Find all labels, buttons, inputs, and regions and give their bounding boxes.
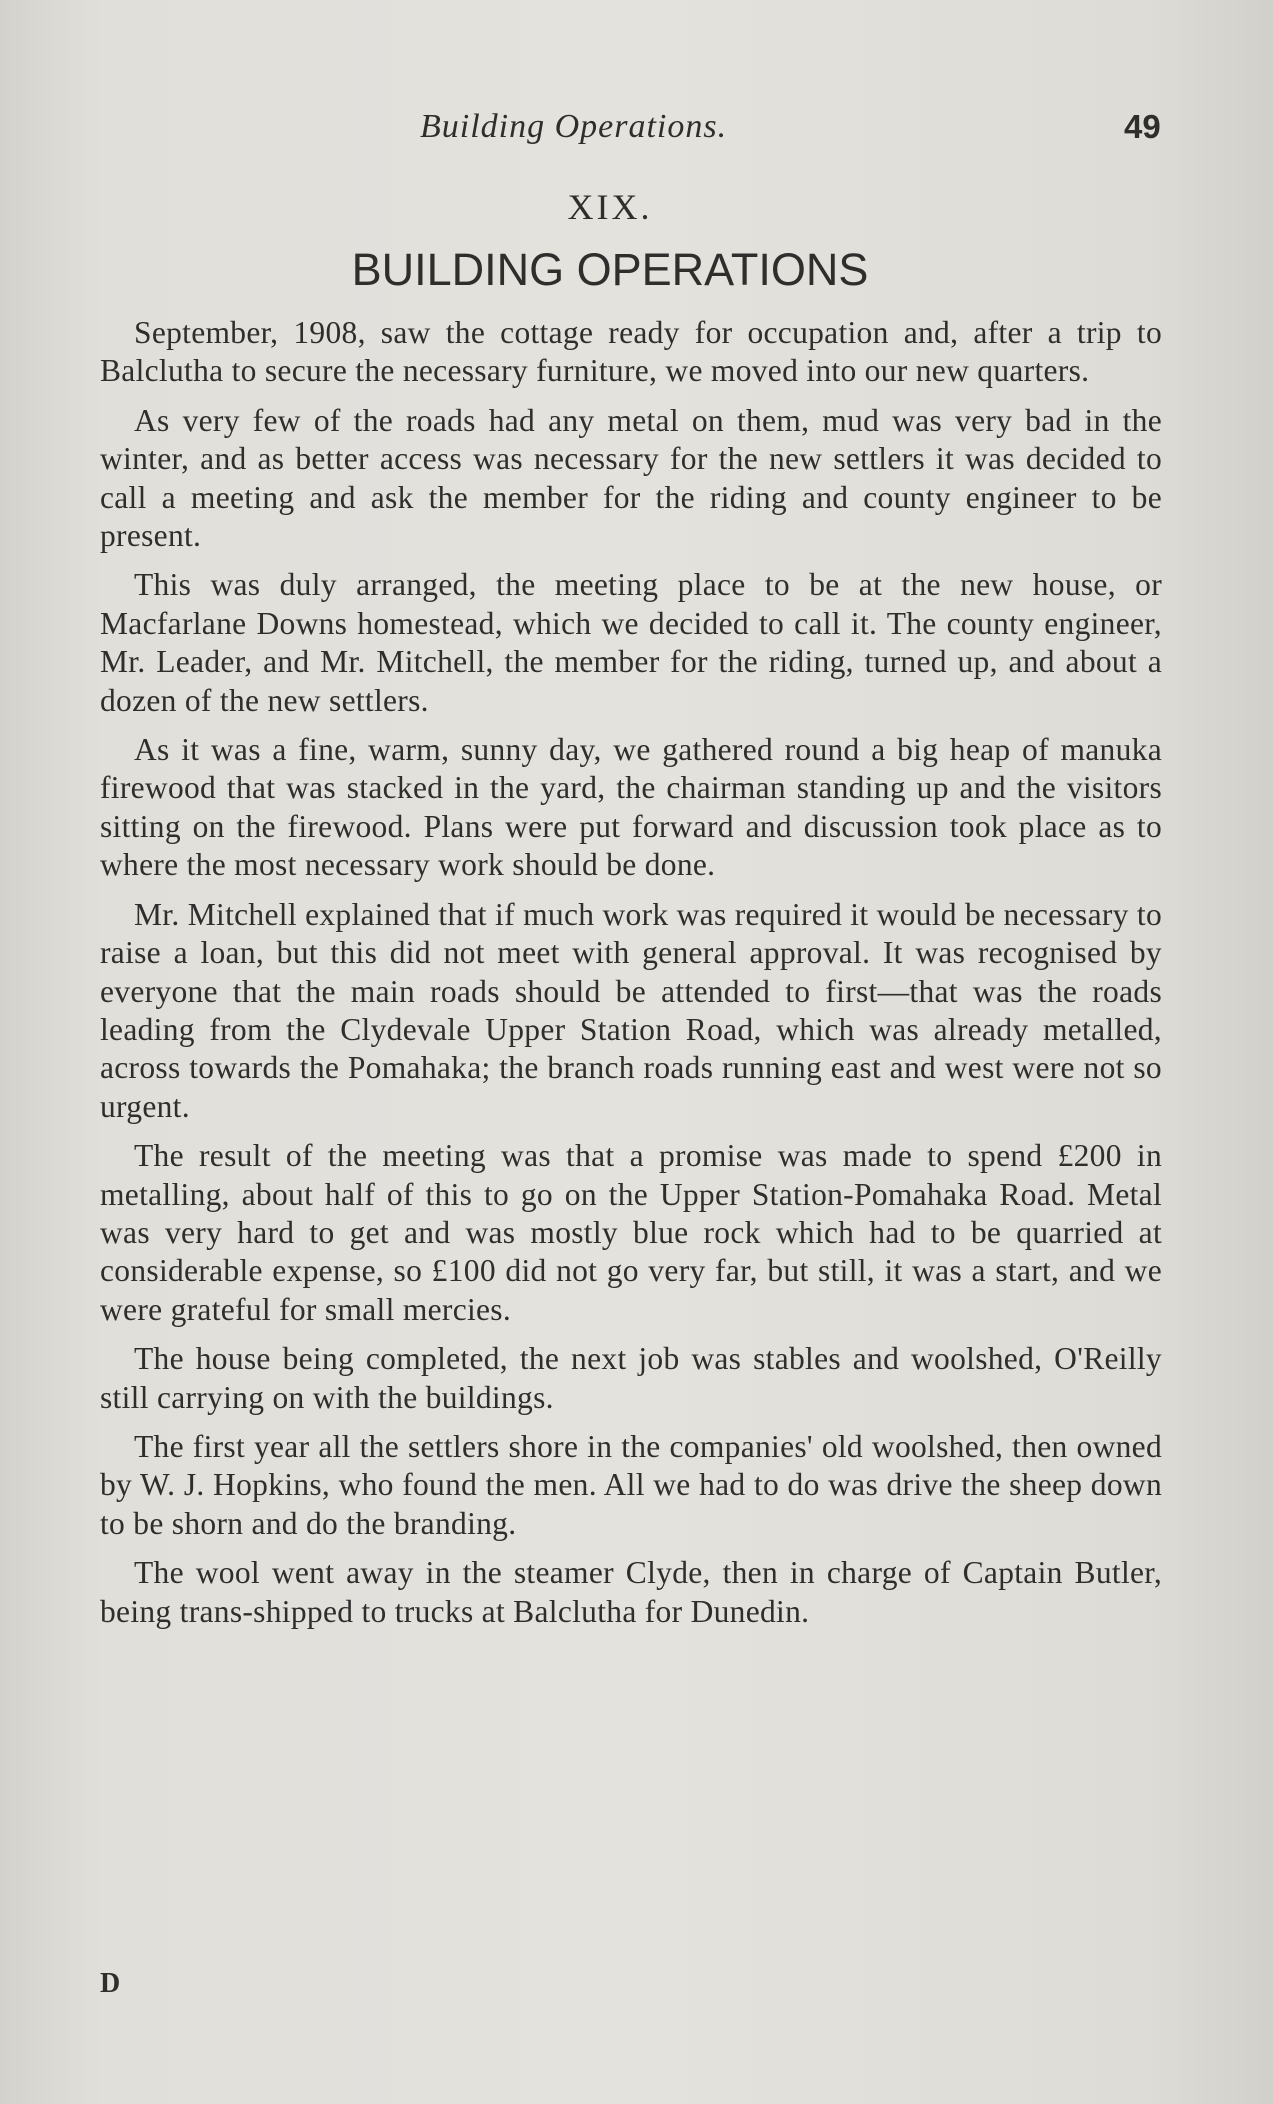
paragraph: As very few of the roads had any metal on them, mud was very bad in the winter, and as better access was necessary for the new settlers it was decided to call a meeting and ask the member for the riding and county engineer to be present. — [100, 402, 1162, 554]
chapter-number: XIX. — [567, 187, 653, 227]
paragraph: Mr. Mitchell explained that if much work was required it would be necessary to raise a loan, but this did not meet with general approval. It was recognised by everyone that the main roads should be attended to first—that was the roads leading from the Clydevale Upper Station Road, which was already metalled, across towards the Pomahaka; the branch roads running east and west were not so urgent. — [100, 896, 1162, 1124]
paragraph: The first year all the settlers shore in the companies' old woolshed, then owned by W. J. Hopkins, who found the men. All we had to do was drive the sheep down to be shorn and do the branding. — [100, 1428, 1162, 1541]
running-head — [0, 108, 1273, 152]
paragraph: The wool went away in the steamer Clyde, then in charge of Captain Butler, being trans-shipped to trucks at Balclutha for Dunedin. — [100, 1555, 1162, 1629]
running-head-title: Building Operations. — [420, 108, 728, 145]
signature-mark: D — [100, 1968, 121, 1999]
paragraph: This was duly arranged, the meeting place to be at the new house, or Macfarlane Downs homestead, which we decided to call it. The county engineer, Mr. Leader, and Mr. Mitchell, the member for the riding, turned up, and about a dozen of the new settlers. — [100, 567, 1162, 718]
page-number: 49 — [1124, 108, 1161, 145]
body-text — [100, 314, 1162, 1642]
paragraph: As it was a fine, warm, sunny day, we gathered round a big heap of manuka firewood that was stacked in the yard, the chairman standing up and the visitors sitting on the firewood. Plans were put forward and discussion took place as to where the most necessary work should be done. — [100, 732, 1162, 883]
paragraph: The house being completed, the next job was stables and woolshed, O'Reilly still carrying on with the buildings. — [100, 1341, 1162, 1415]
paragraph: September, 1908, saw the cottage ready for occupation and, after a trip to Balclutha to secure the necessary furniture, we moved into our new quarters. — [100, 315, 1162, 389]
chapter-title: BUILDING OPERATIONS — [351, 244, 869, 295]
paragraph: The result of the meeting was that a promise was made to spend £200 in metalling, about half of this to go on the Upper Station-Pomahaka Road. Metal was very hard to get and was mostly blue rock which had to be quarried at considerable expense, so £100 did not go very far, but still, it was a start, and we were grateful for small mercies. — [100, 1138, 1162, 1327]
